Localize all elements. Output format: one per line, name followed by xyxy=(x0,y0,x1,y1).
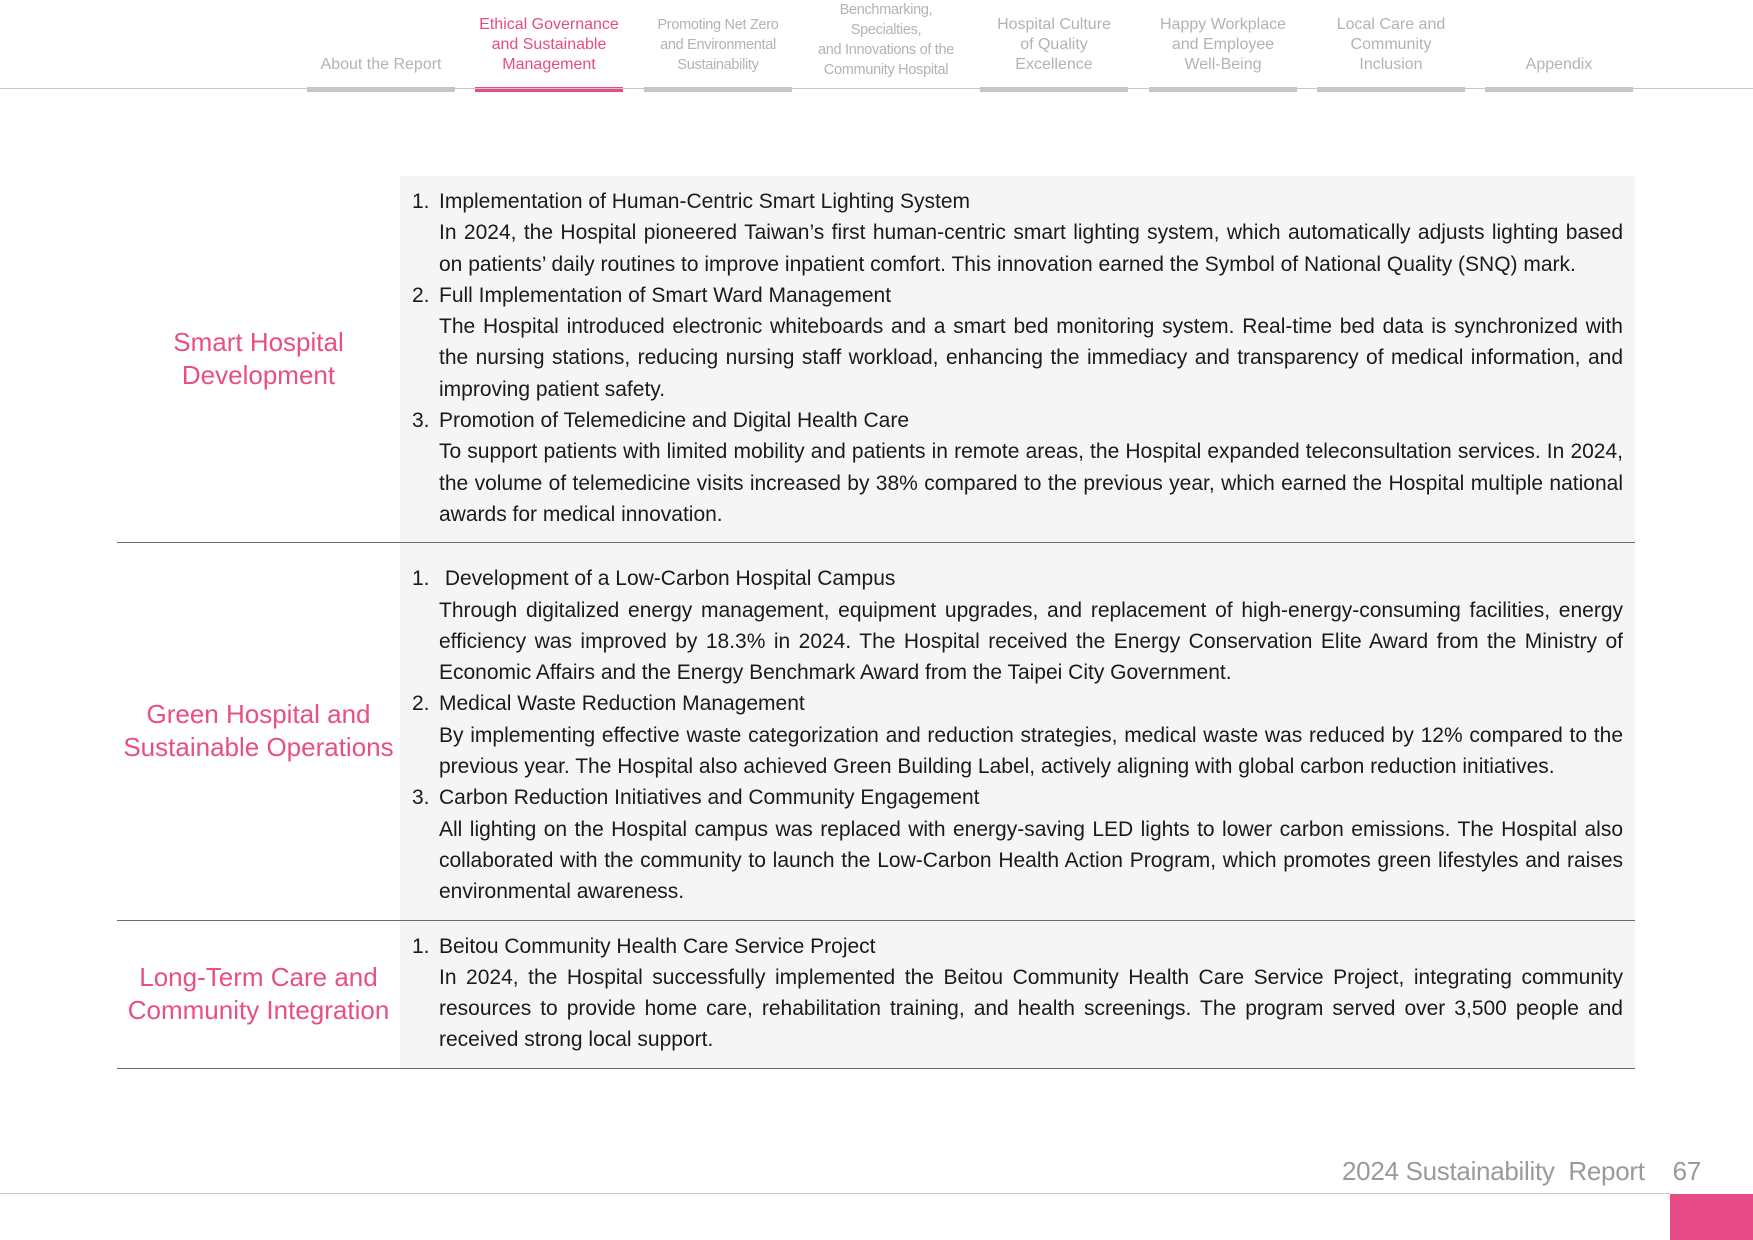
tab-hospital-culture[interactable] xyxy=(980,0,1128,92)
item-title: Medical Waste Reduction Management xyxy=(439,692,805,716)
row-content xyxy=(400,176,1635,542)
top-navigation xyxy=(0,0,1753,92)
row-heading: Smart Hospital Development xyxy=(173,327,344,391)
item-number: 2. xyxy=(412,692,430,716)
tab-happy-workplace[interactable] xyxy=(1149,0,1297,92)
item-number: 3. xyxy=(412,409,430,433)
footer-divider xyxy=(0,1193,1670,1194)
item-title: Full Implementation of Smart Ward Management xyxy=(439,283,892,307)
row-content xyxy=(400,921,1635,1068)
item-title: Development of a Low-Carbon Hospital Campus xyxy=(439,567,896,591)
report-title: 2024 Sustainability Report xyxy=(1342,1156,1645,1186)
tab-ethical-governance[interactable] xyxy=(475,0,623,92)
tab-label: Local Care and Community Inclusion xyxy=(1336,16,1446,73)
page-number: 67 xyxy=(1672,1156,1701,1186)
list-item xyxy=(408,931,1623,1056)
tab-label: Ethical Governance and Sustainable Management xyxy=(479,16,619,73)
list-item xyxy=(408,688,1623,782)
tab-label: Hospital Culture of Quality Excellence xyxy=(997,16,1111,73)
list-item xyxy=(408,280,1623,405)
list-item xyxy=(408,782,1623,907)
item-title: Implementation of Human-Centric Smart Lighting System xyxy=(439,190,971,213)
item-description: By implementing effective waste categorization and reduction strategies, medical waste was reduced by 12% compared to the previous year. The Hospital also achieved Green Building Label, actively aligning with global carbon reduction initiatives. xyxy=(439,723,1623,779)
tab-benchmarking[interactable] xyxy=(812,0,960,92)
item-title: Beitou Community Health Care Service Project xyxy=(439,934,876,958)
item-description: The Hospital introduced electronic whiteboards and a smart bed monitoring system. Real-time bed data is synchronized with the nursing stations, reducing nursing staff workload, enhancing the immediacy and transparency of medical information, and improving patient safety. xyxy=(439,315,1623,401)
tab-label: Promoting Net Zero and Environmental Sustainability xyxy=(657,17,779,73)
page-footer xyxy=(1342,1156,1701,1187)
table-row xyxy=(117,176,1635,543)
list-item xyxy=(408,405,1623,530)
initiatives-table xyxy=(117,176,1635,1069)
item-title: Carbon Reduction Initiatives and Community Engagement xyxy=(439,786,980,810)
list-item xyxy=(408,186,1623,280)
tab-label: About the Report xyxy=(320,56,442,73)
footer-accent-block xyxy=(1670,1194,1753,1240)
item-description: All lighting on the Hospital campus was replaced with energy-saving LED lights to lower carbon emissions. The Hospital also collaborated with the community to launch the Low-Carbon Health Action Program, which promotes green lifestyles and raises environmental awareness. xyxy=(439,817,1623,904)
table-row xyxy=(117,543,1635,920)
item-description: In 2024, the Hospital pioneered Taiwan’s first human-centric smart lighting system, which automatically adjusts lighting based on patients’ daily routines to improve inpatient comfort. This innovation earned the Symbol of National Quality (SNQ) mark. xyxy=(439,221,1623,276)
item-number: 3. xyxy=(412,786,430,810)
list-item xyxy=(408,563,1623,688)
tab-label: Benchmarking, Specialties, and Innovations of the Community Hospital xyxy=(817,2,955,78)
row-heading: Long-Term Care and Community Integration xyxy=(127,962,390,1026)
tab-appendix[interactable] xyxy=(1485,0,1633,92)
item-number: 1. xyxy=(412,567,430,591)
item-number: 2. xyxy=(412,283,430,307)
item-description: To support patients with limited mobility and patients in remote areas, the Hospital expanded teleconsultation services. In 2024, the volume of telemedicine visits increased by 38% compared to the previous year, which earned the Hospital multiple national awards for medical innovation. xyxy=(439,440,1623,526)
nav-divider xyxy=(0,88,1753,89)
item-description: In 2024, the Hospital successfully implemented the Beitou Community Health Care Service Project, integrating community resources to provide home care, rehabilitation training, and health screenings. The program served over 3,500 people and received strong local support. xyxy=(439,965,1623,1052)
item-number: 1. xyxy=(412,934,430,958)
item-number: 1. xyxy=(412,190,430,213)
tab-label: Happy Workplace and Employee Well-Being xyxy=(1160,16,1286,73)
row-heading: Green Hospital and Sustainable Operations xyxy=(123,699,394,763)
item-title: Promotion of Telemedicine and Digital Health Care xyxy=(439,409,910,433)
tab-about-the-report[interactable] xyxy=(307,0,455,92)
tab-label: Appendix xyxy=(1525,56,1593,73)
item-description: Through digitalized energy management, equipment upgrades, and replacement of high-energy-consuming facilities, energy efficiency was improved by 18.3% in 2024. The Hospital received the Energy Conservation Elite Award from the Ministry of Economic Affairs and the Energy Benchmark Award from the Taipei City Government. xyxy=(439,598,1623,685)
table-row xyxy=(117,921,1635,1069)
tab-local-care[interactable] xyxy=(1317,0,1465,92)
row-content xyxy=(400,543,1635,919)
tab-net-zero[interactable] xyxy=(644,0,792,92)
